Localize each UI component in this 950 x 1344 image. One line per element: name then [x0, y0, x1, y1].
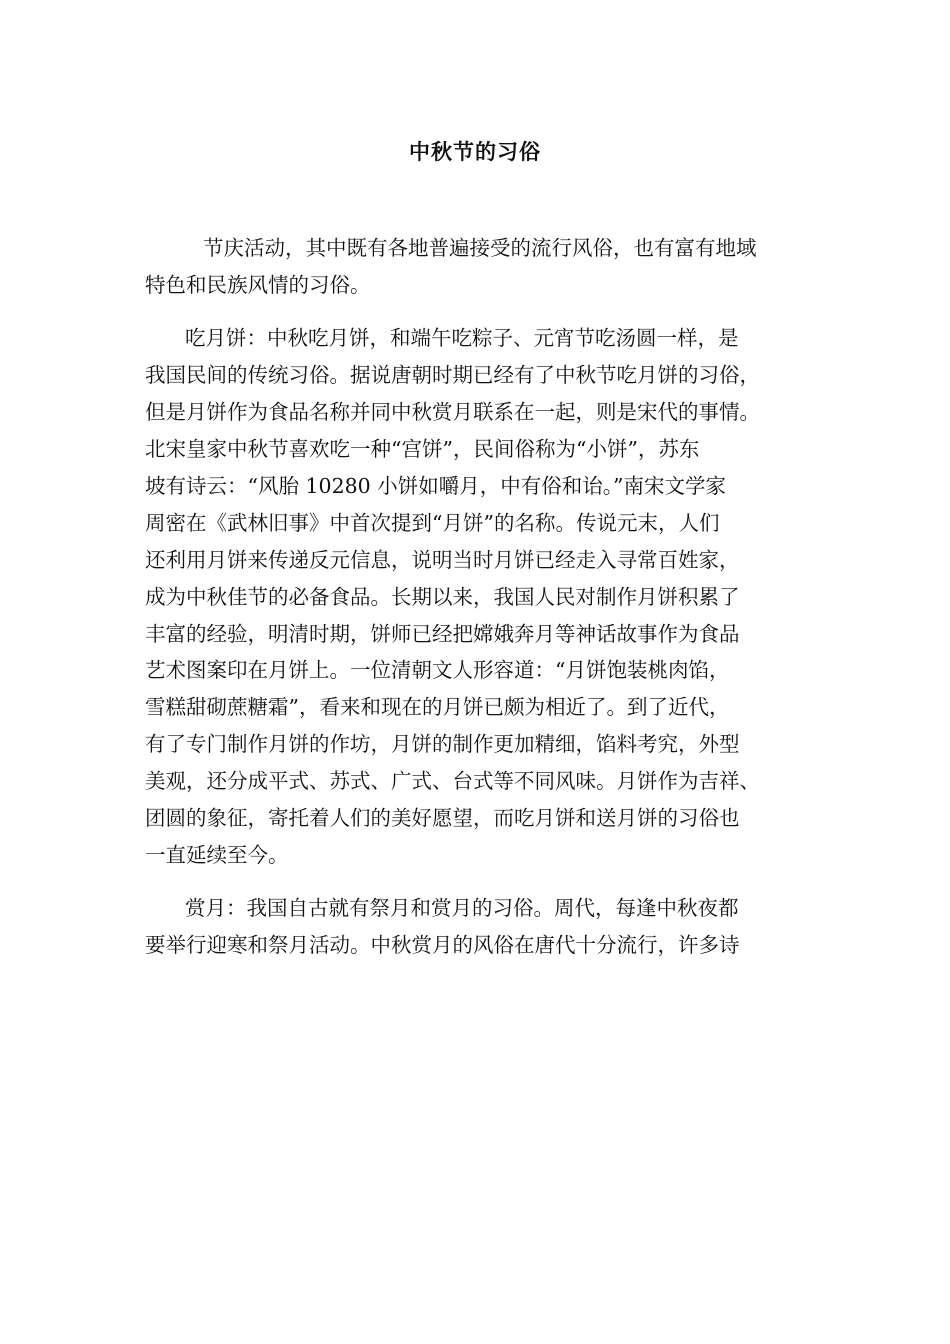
paragraph-line: 周密在《武林旧事》中首次提到“月饼”的名称。传说元末，人们 — [145, 510, 720, 535]
paragraph-line: 坡有诗云：“风胎 10280 小饼如嚼月，中有俗和诒。”南宋文学家 — [145, 473, 726, 498]
paragraph-line: 我国民间的传统习俗。据说唐朝时期已经有了中秋节吃月饼的习俗， — [145, 363, 760, 388]
paragraph-line: 北宋皇家中秋节喜欢吃一种“宫饼”，民间俗称为“小饼”，苏东 — [145, 437, 700, 462]
paragraph-line: 雪糕甜砌蔗糖霜”，看来和现在的月饼已颇为相近了。到了近代， — [145, 695, 730, 720]
paragraph-line: 还利用月饼来传递反元信息，说明当时月饼已经走入寻常百姓家， — [145, 547, 740, 572]
paragraph-line: 节庆活动，其中既有各地普遍接受的流行风俗，也有富有地域 — [203, 236, 757, 260]
paragraph-line: 一直延续至今。 — [145, 842, 289, 867]
paragraph-line: 团圆的象征，寄托着人们的美好愿望，而吃月饼和送月饼的习俗也 — [145, 805, 740, 830]
paragraph-line: 特色和民族风情的习俗。 — [145, 272, 371, 297]
paragraph-line: 吃月饼：中秋吃月饼，和端午吃粽子、元宵节吃汤圆一样，是 — [185, 326, 739, 351]
paragraph-line: 有了专门制作月饼的作坊，月饼的制作更加精细，馅料考究，外型 — [145, 732, 740, 757]
paragraph-line: 美观，还分成平式、苏式、广式、台式等不同风味。月饼作为吉祥、 — [145, 769, 760, 794]
paragraph-moon-viewing — [145, 890, 817, 964]
paragraph-line: 丰富的经验，明清时期，饼师已经把嫦娥奔月等神话故事作为食品 — [145, 621, 740, 646]
paragraph-mooncakes — [145, 320, 817, 873]
paragraph-spacing — [145, 304, 817, 321]
document-body — [145, 230, 817, 964]
paragraph-line: 艺术图案印在月饼上。一位清朝文人形容道：“月饼饱装桃肉馅， — [145, 658, 730, 683]
paragraph-intro — [145, 230, 817, 304]
document-title: 中秋节的习俗 — [409, 140, 541, 164]
paragraph-line: 要举行迎寒和祭月活动。中秋赏月的风俗在唐代十分流行，许多诗 — [145, 933, 740, 958]
paragraph-line: 成为中秋佳节的必备食品。长期以来，我国人民对制作月饼积累了 — [145, 584, 740, 609]
paragraph-spacing — [145, 874, 817, 891]
paragraph-line: 赏月：我国自古就有祭月和赏月的习俗。周代，每逢中秋夜都 — [185, 896, 739, 921]
paragraph-line: 但是月饼作为食品名称并同中秋赏月联系在一起，则是宋代的事情。 — [145, 400, 760, 425]
